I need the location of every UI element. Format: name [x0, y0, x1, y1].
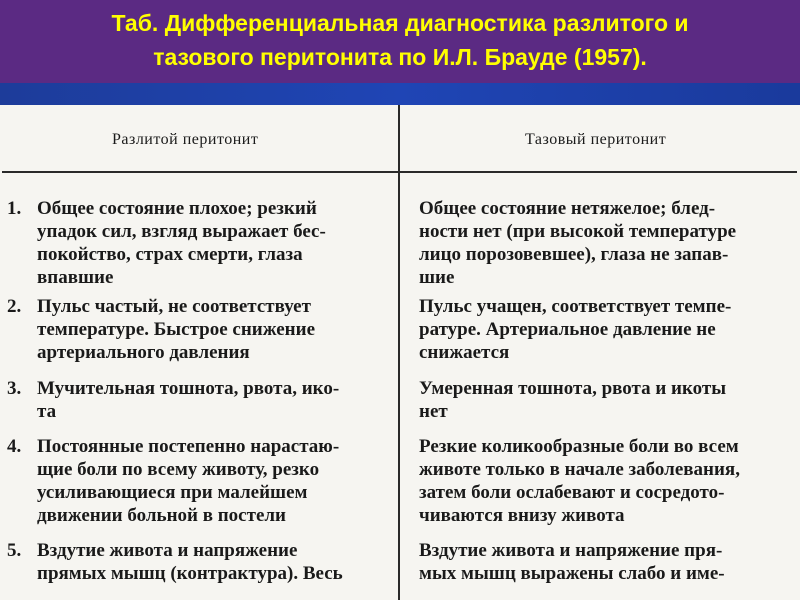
text-line: мых мышц выражены слабо и име-	[419, 563, 725, 584]
row-4-left	[7, 435, 385, 527]
row-number: 2.	[7, 296, 22, 317]
row-number: 4.	[7, 436, 22, 457]
row-3-right	[419, 377, 791, 423]
text-line: артериального давления	[37, 342, 250, 363]
slide-title	[0, 6, 800, 74]
text-line: ратуре. Артериальное давление не	[419, 319, 716, 340]
title-line-1: Таб. Дифференциальная диагностика разлитого и	[111, 10, 689, 36]
row-1-right	[419, 197, 791, 289]
text-line: покойство, страх смерти, глаза	[37, 244, 303, 265]
text-line: Вздутие живота и напряжение пря-	[419, 540, 723, 561]
scanned-table	[0, 105, 800, 600]
text-line: щие боли по всему животу, резко	[37, 459, 320, 480]
text-line: чиваются внизу живота	[419, 505, 625, 526]
text-line: температуре. Быстрое снижение	[37, 319, 316, 340]
row-3-left	[7, 377, 385, 423]
text-line: ности нет (при высокой температуре	[419, 221, 737, 242]
column-divider	[398, 105, 400, 600]
text-line: движении больной в постели	[37, 505, 286, 526]
text-line: затем боли ослабевают и сосредото-	[419, 482, 725, 503]
text-line: лицо порозовевшее), глаза не запав-	[419, 244, 729, 265]
text-line: прямых мышц (контрактура). Весь	[37, 563, 343, 584]
column-header-left: Разлитой перитонит	[112, 131, 259, 148]
title-line-2: тазового перитонита по И.Л. Брауде (1957).	[153, 44, 647, 70]
row-5-right	[419, 539, 791, 585]
text-line: Умеренная тошнота, рвота и икоты	[419, 378, 727, 399]
text-line: снижается	[419, 342, 510, 363]
text-line: Резкие коликообразные боли во всем	[419, 436, 739, 457]
row-2-right	[419, 295, 791, 364]
text-line: упадок сил, взгляд выражает бес-	[37, 221, 326, 242]
row-5-left	[7, 539, 385, 585]
text-line: та	[37, 401, 57, 422]
text-line: Постоянные постепенно нарастаю-	[37, 436, 340, 457]
row-2-left	[7, 295, 385, 364]
column-header-right: Тазовый перитонит	[525, 131, 667, 148]
row-number: 1.	[7, 198, 22, 219]
row-number: 5.	[7, 540, 22, 561]
text-line: Вздутие живота и напряжение	[37, 540, 298, 561]
text-line: Пульс учащен, соответствует темпе-	[419, 296, 732, 317]
row-number: 3.	[7, 378, 22, 399]
text-line: Пульс частый, не соответствует	[37, 296, 311, 317]
text-line: усиливающиеся при малейшем	[37, 482, 308, 503]
text-line: нет	[419, 401, 448, 422]
row-1-left	[7, 197, 385, 289]
text-line: Общее состояние плохое; резкий	[37, 198, 317, 219]
text-line: Общее состояние нетяжелое; блед-	[419, 198, 716, 219]
header-stripe	[0, 83, 800, 105]
title-banner	[0, 0, 800, 83]
row-4-right	[419, 435, 791, 527]
text-line: животе только в начале заболевания,	[419, 459, 740, 480]
text-line: Мучительная тошнота, рвота, ико-	[37, 378, 340, 399]
text-line: шие	[419, 267, 455, 288]
text-line: впавшие	[37, 267, 114, 288]
